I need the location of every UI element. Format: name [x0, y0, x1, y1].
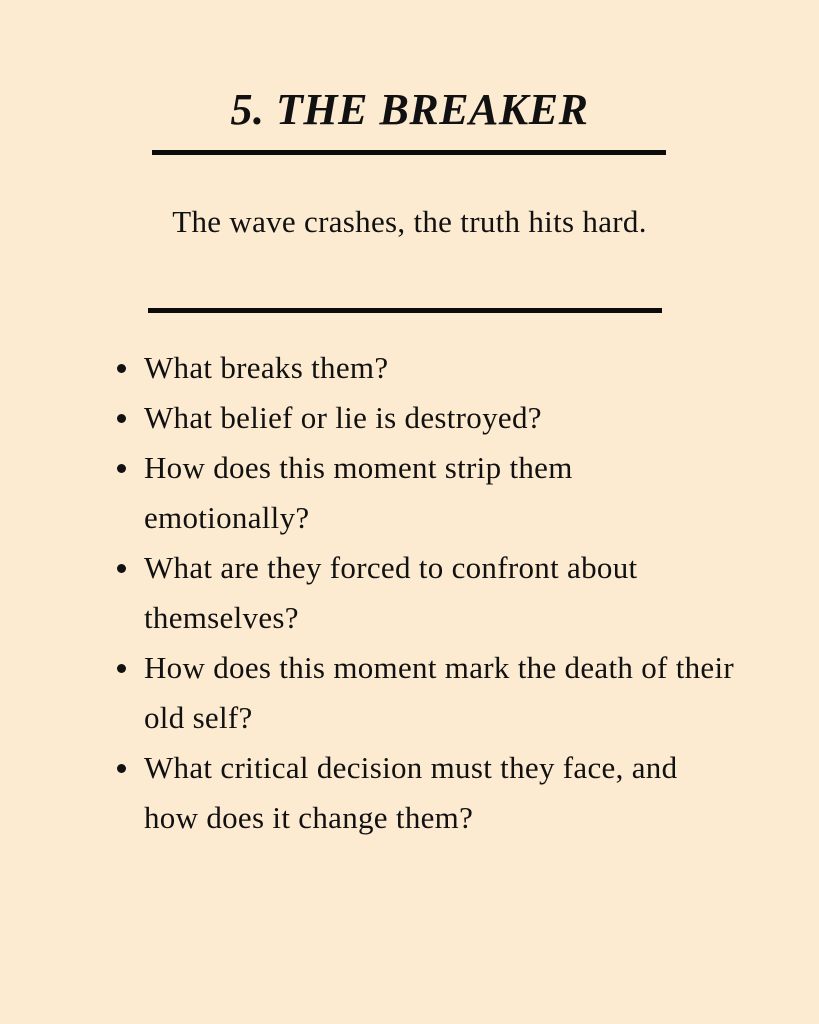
- list-item: [144, 393, 734, 443]
- question-text: How does this moment strip them emotionally?: [144, 450, 573, 535]
- bullet-icon: [117, 564, 126, 573]
- list-item: [144, 343, 734, 393]
- question-list: [144, 343, 734, 843]
- list-item: [144, 743, 734, 843]
- page-title: 5. THE BREAKER: [230, 85, 589, 134]
- bottom-divider: [148, 308, 662, 313]
- list-item: [144, 443, 734, 543]
- question-text: What critical decision must they face, and how does it change them?: [144, 750, 678, 835]
- question-text: What belief or lie is destroyed?: [144, 400, 542, 435]
- bullet-icon: [117, 664, 126, 673]
- list-item: [144, 543, 734, 643]
- bullet-icon: [117, 414, 126, 423]
- top-divider: [152, 150, 666, 155]
- question-text: How does this moment mark the death of their old self?: [144, 650, 735, 735]
- bullet-icon: [117, 764, 126, 773]
- subtitle: The wave crashes, the truth hits hard.: [172, 204, 647, 239]
- list-item: [144, 643, 734, 743]
- question-text: What breaks them?: [144, 350, 389, 385]
- question-text: What are they forced to confront about themselves?: [144, 550, 638, 635]
- bullet-icon: [117, 364, 126, 373]
- bullet-icon: [117, 464, 126, 473]
